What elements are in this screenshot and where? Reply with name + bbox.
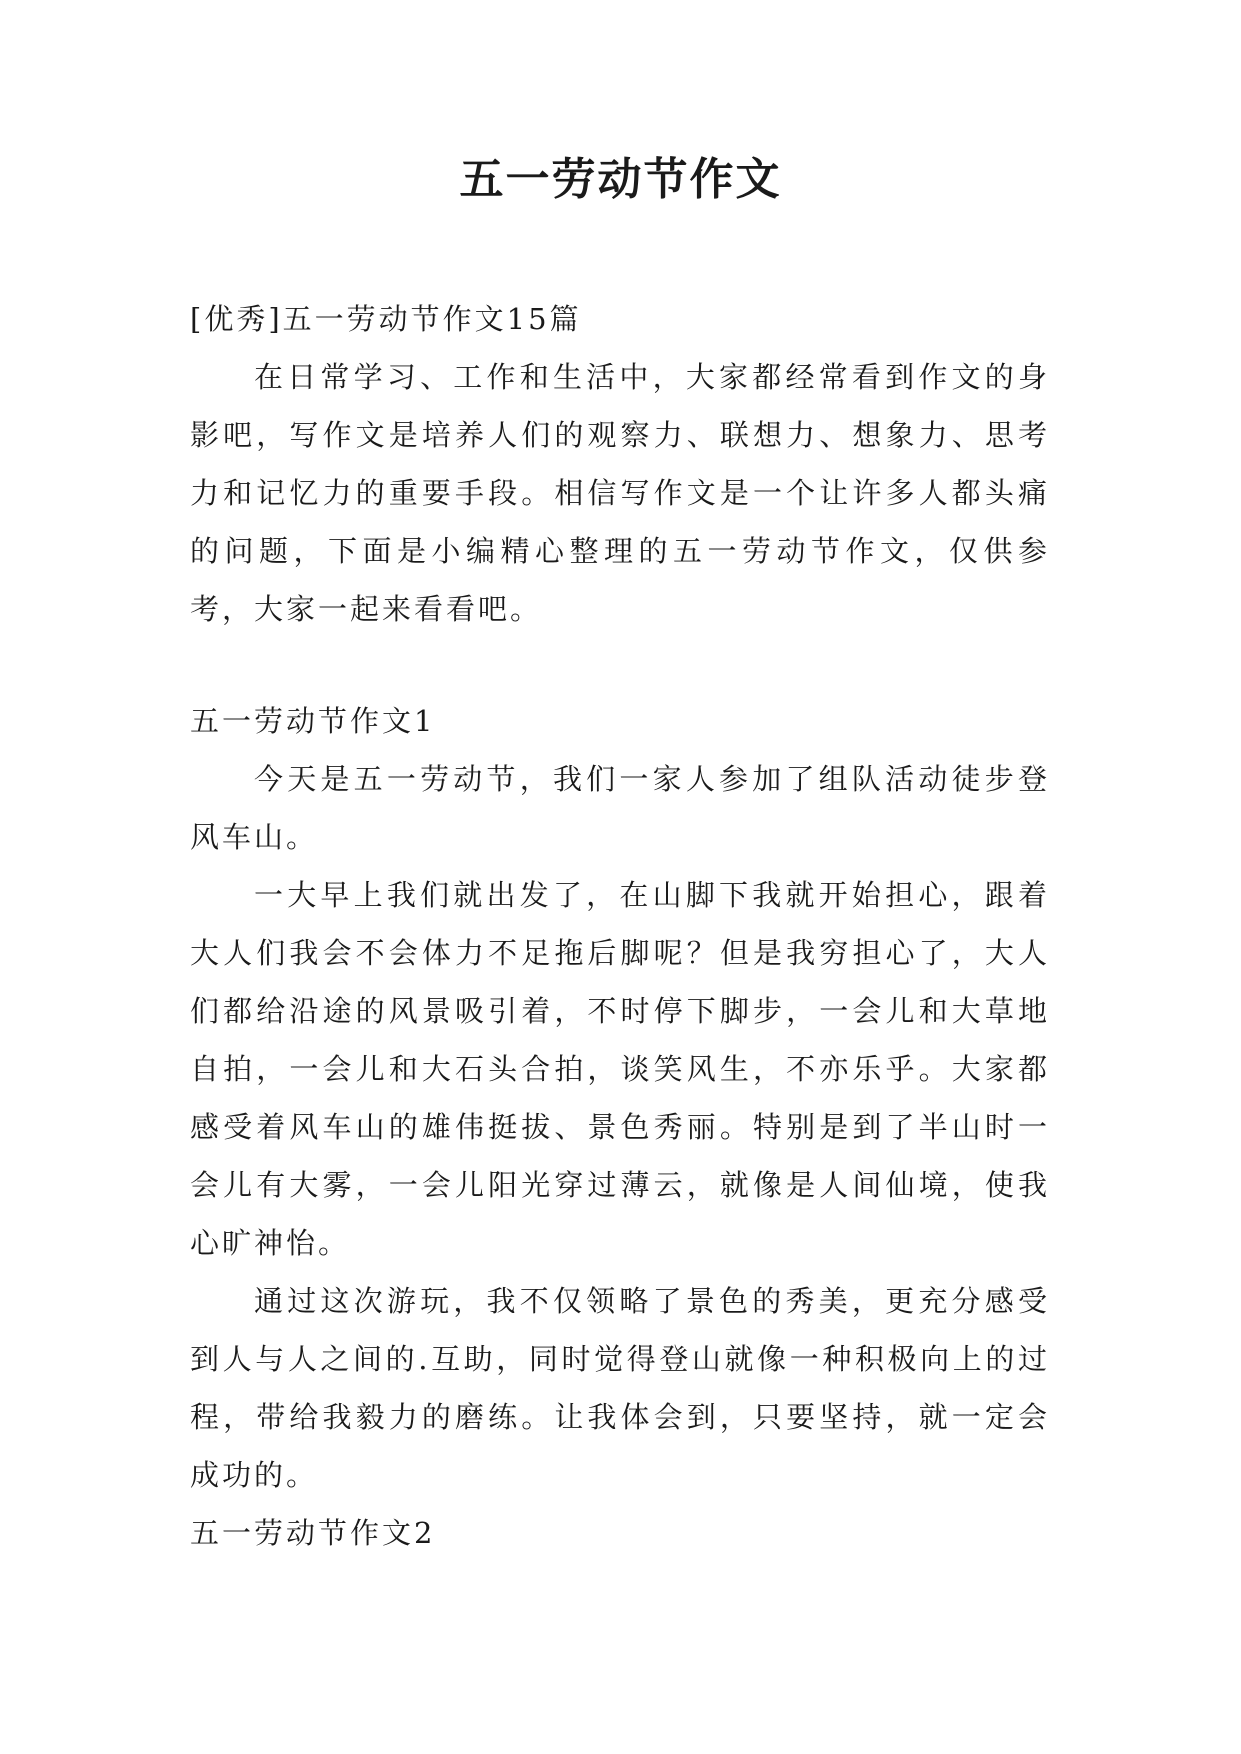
document-body <box>190 290 1050 1562</box>
section-heading-1: 五一劳动节作文1 <box>190 704 436 738</box>
document-subtitle: [优秀]五一劳动节作文15篇 <box>190 302 582 336</box>
section-heading-2: 五一劳动节作文2 <box>190 1516 436 1550</box>
section-1-paragraph-2: 一大早上我们就出发了，在山脚下我就开始担心，跟着大人们我会不会体力不足拖后脚呢？但是我穷担心了，大人们都给沿途的风景吸引着，不时停下脚步，一会儿和大草地自拍，一会儿和大石头合拍，谈笑风生，不亦乐乎。大家都感受着风车山的雄伟挺拔、景色秀丽。特别是到了半山时一会儿有大雾，一会儿阳光穿过薄云，就像是人间仙境，使我心旷神怡。 <box>190 878 1050 1260</box>
section-gap <box>190 638 1050 692</box>
section-1-paragraph-3: 通过这次游玩，我不仅领略了景色的秀美，更充分感受到人与人之间的.互助，同时觉得登山就像一种积极向上的过程，带给我毅力的磨练。让我体会到，只要坚持，就一定会成功的。 <box>190 1284 1050 1492</box>
page-title: 五一劳动节作文 <box>459 154 782 205</box>
section-1-paragraph-1: 今天是五一劳动节，我们一家人参加了组队活动徒步登风车山。 <box>190 762 1050 854</box>
intro-paragraph: 在日常学习、工作和生活中，大家都经常看到作文的身影吧，写作文是培养人们的观察力、联想力、想象力、思考力和记忆力的重要手段。相信写作文是一个让许多人都头痛的问题，下面是小编精心整理的五一劳动节作文，仅供参考，大家一起来看看吧。 <box>190 360 1050 626</box>
